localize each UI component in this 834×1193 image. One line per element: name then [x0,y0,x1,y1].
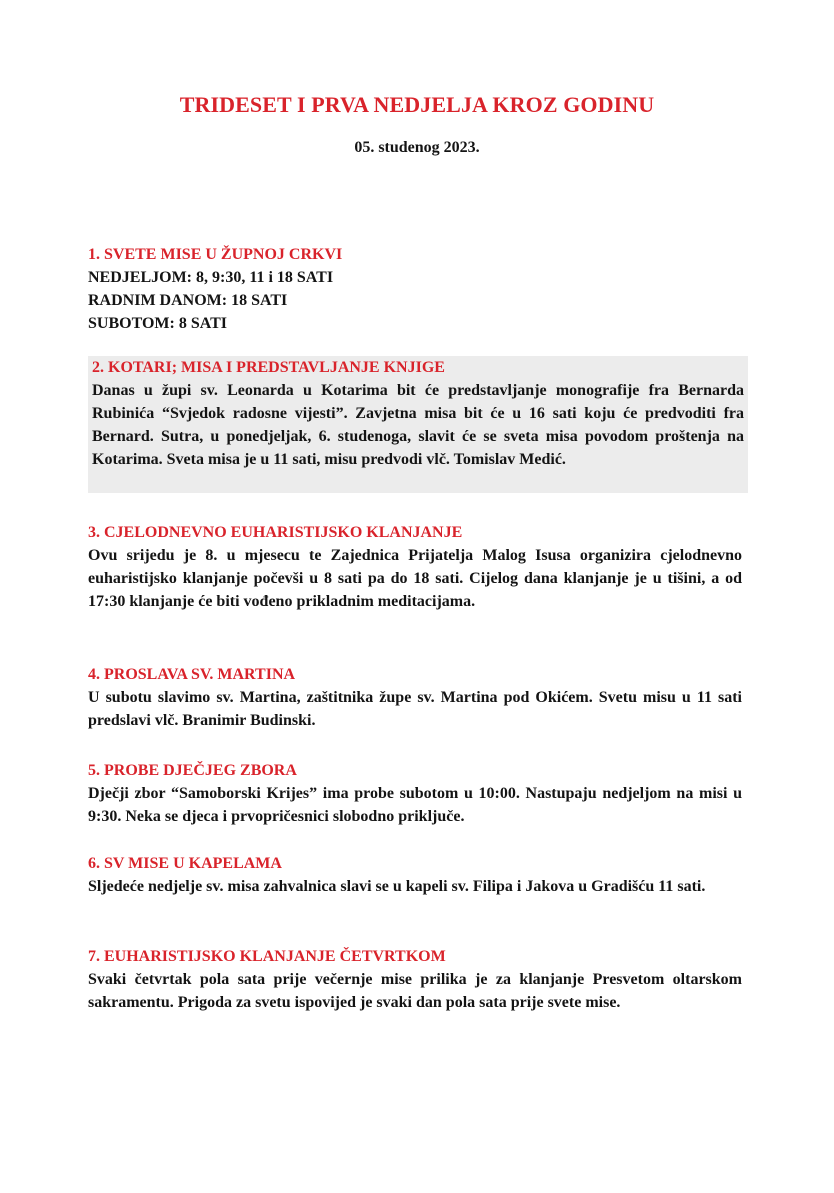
schedule-lines [88,266,746,335]
section-adoration [88,521,746,613]
section-childrens-choir [88,759,746,828]
section-thursday-adoration [88,945,746,1014]
section-body: Ovu srijedu je 8. u mjesecu te Zajednica Prijatelja Malog Isusa organizira cjelodnevno euharistijsko klanjanje počevši u 8 sati pa do 18 sati. Cijelog dana klanjanje je u tišini, a od 17:30 klanjanje će biti vođeno prikladnim meditacijama. [88,547,742,610]
section-st-martin [88,663,746,732]
section-body: Dječji zbor “Samoborski Krijes” ima probe subotom u 10:00. Nastupaju nedjeljom na misi u 9:30. Neka se djeca i prvopričesnici slobodno priključe. [88,785,742,825]
section-body: Svaki četvrtak pola sata prije večernje mise prilika je za klanjanje Presvetom oltarskom sakramentu. Prigoda za svetu ispovijed je svaki dan pola sata prije svete mise. [88,971,742,1011]
schedule-line-sunday: NEDJELJOM: 8, 9:30, 11 i 18 SATI [88,269,334,286]
section-title: 6. SV MISE U KAPELAMA [88,855,282,872]
page-title: TRIDESET I PRVA NEDJELJA KROZ GODINU [179,92,655,117]
section-title: 2. KOTARI; MISA I PREDSTAVLJANJE KNJIGE [92,359,445,376]
schedule-line-weekday: RADNIM DANOM: 18 SATI [88,292,288,309]
page-date: 05. studenog 2023. [354,139,480,156]
section-title: 3. CJELODNEVNO EUHARISTIJSKO KLANJANJE [88,524,463,541]
section-kotari [88,356,748,493]
section-body: Sljedeće nedjelje sv. misa zahvalnica slavi se u kapeli sv. Filipa i Jakova u Gradišću 11 sati. [88,878,706,895]
schedule-line-saturday: SUBOTOM: 8 SATI [88,315,227,332]
section-body: U subotu slavimo sv. Martina, zaštitnika župe sv. Martina pod Okićem. Svetu misu u 11 sati predslavi vlč. Branimir Budinski. [88,689,742,729]
section-title: 4. PROSLAVA SV. MARTINA [88,666,296,683]
section-body: Danas u župi sv. Leonarda u Kotarima bit će predstavljanje monografije fra Bernarda Rubinića “Svjedok radosne vijesti”. Zavjetna misa bit će u 16 sati koju će predvoditi fra Bernard. Sutra, u ponedjeljak, 6. studenoga, slavit će se sveta misa povodom proštenja na Kotarima. Sveta misa je u 11 sati, misu predvodi vlč. Tomislav Medić. [92,382,744,468]
section-title: 7. EUHARISTIJSKO KLANJANJE ČETVRTKOM [88,948,446,965]
section-title: 5. PROBE DJEČJEG ZBORA [88,762,297,779]
section-title: 1. SVETE MISE U ŽUPNOJ CRKVI [88,246,343,263]
section-chapel-masses [88,852,746,898]
section-mass-schedule [88,243,746,335]
